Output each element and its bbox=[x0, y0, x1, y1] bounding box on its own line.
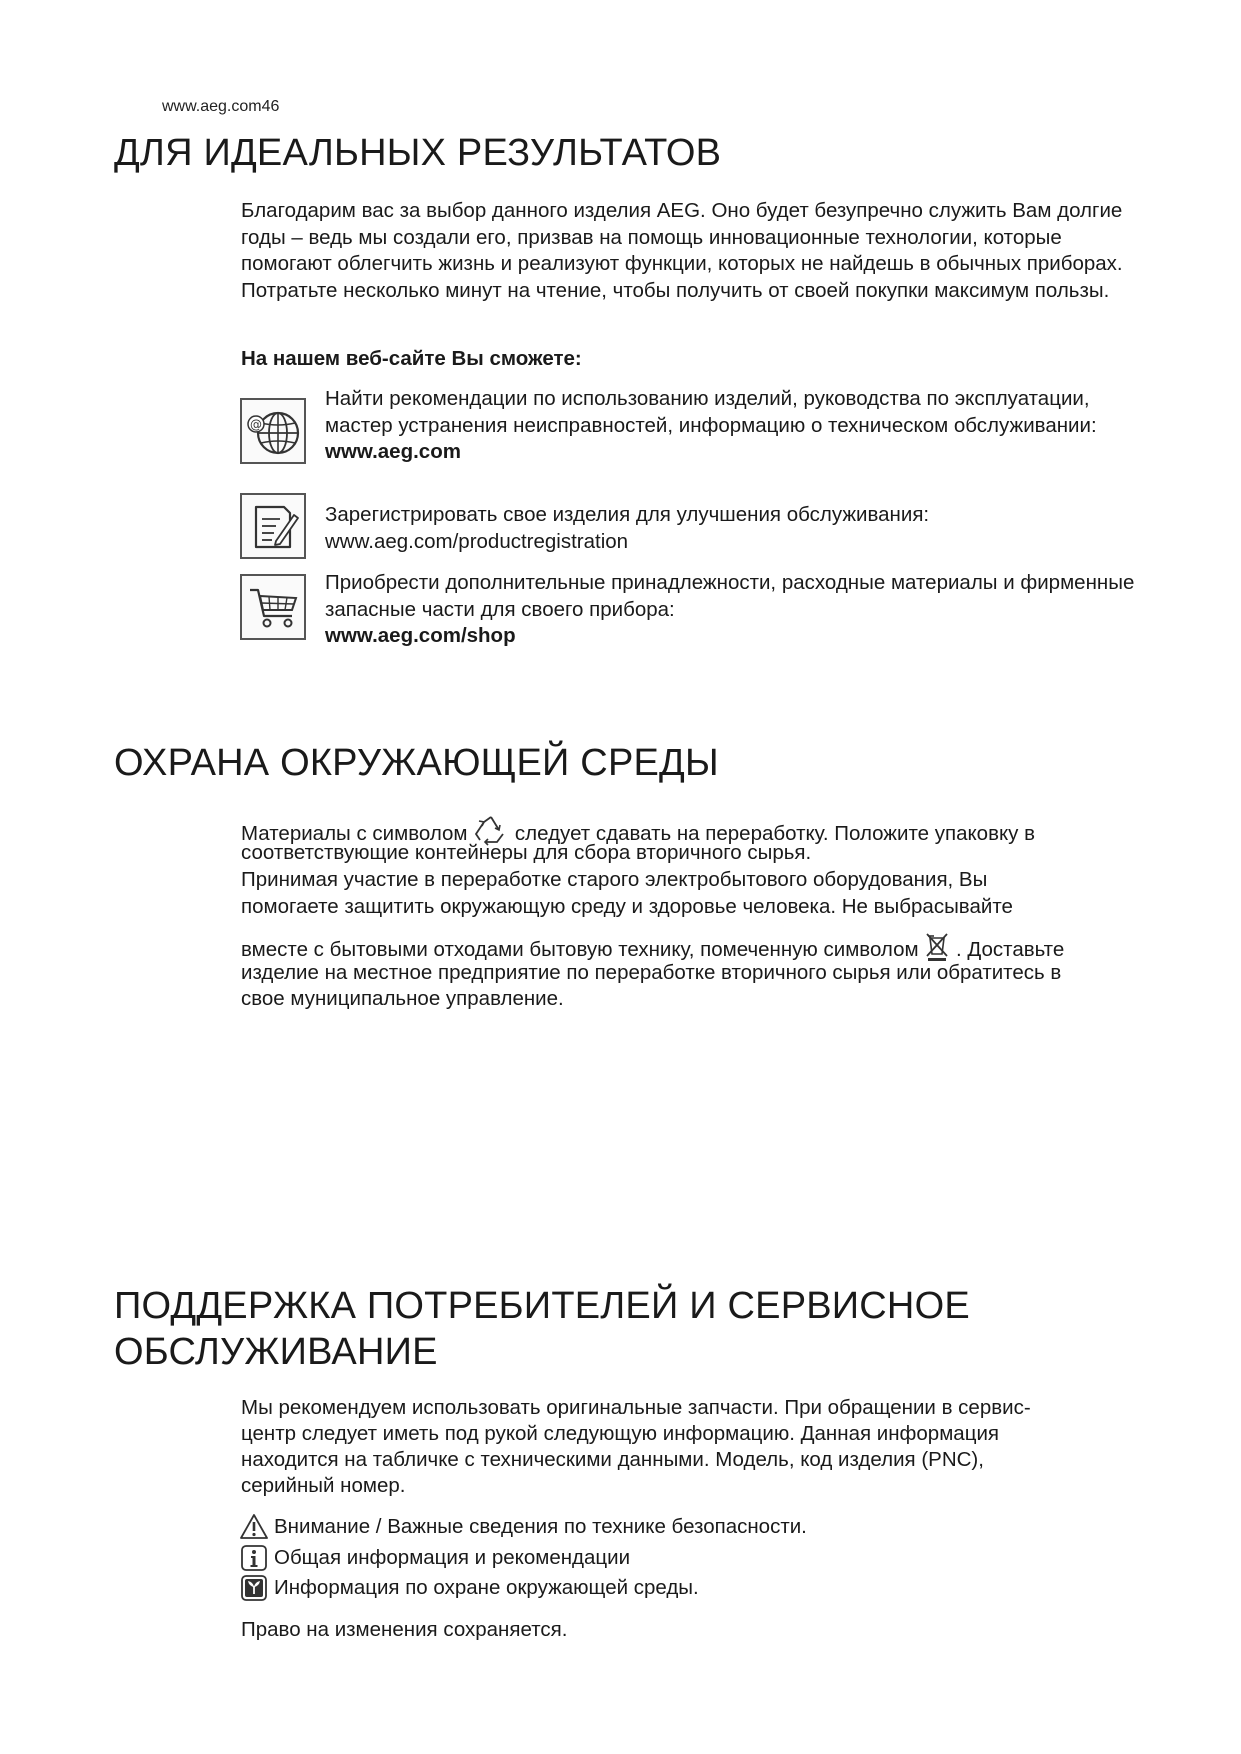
info-icon bbox=[240, 1544, 268, 1572]
website-item-manuals-text: Найти рекомендации по использованию изделий, руководства по эксплуатации, мастер устранения неисправностей, информацию о техническом обслуживании: bbox=[325, 387, 1097, 437]
warning-icon bbox=[240, 1513, 268, 1541]
website-item-registration bbox=[325, 502, 1145, 555]
section-title-best-results: ДЛЯ ИДЕАЛЬНЫХ РЕЗУЛЬТАТОВ bbox=[114, 132, 722, 174]
website-item-shop-text: Приобрести дополнительные принадлежности, расходные материалы и фирменные запасные части для своего прибора: bbox=[325, 571, 1135, 621]
support-text-line3: находится на табличке с техническими данными. Модель, код изделия (PNC), bbox=[241, 1448, 984, 1471]
legend-environment-text: Информация по охране окружающей среды. bbox=[274, 1575, 699, 1599]
crossed-bin-icon bbox=[924, 932, 950, 962]
legend-info-text: Общая информация и рекомендации bbox=[274, 1545, 631, 1569]
svg-text:@: @ bbox=[250, 417, 262, 432]
link-product-registration[interactable]: www.aeg.com/productregistration bbox=[325, 529, 629, 553]
support-text-line1: Мы рекомендуем использовать оригинальные запчасти. При обращении в сервис- bbox=[241, 1396, 1031, 1419]
website-item-registration-text: Зарегистрировать свое изделия для улучшения обслуживания: bbox=[325, 503, 930, 526]
environment-text-1c: соответствующие контейнеры для сбора вторичного сырья. bbox=[241, 841, 812, 864]
page-header-url: www.aeg.com46 bbox=[162, 98, 280, 115]
website-heading: На нашем веб-сайте Вы сможете: bbox=[241, 347, 582, 370]
environment-text-1a: Материалы с символом bbox=[241, 822, 468, 845]
environment-text-2a: Принимая участие в переработке старого электробытового оборудования, Вы bbox=[241, 868, 988, 891]
environment-text-2f: свое муниципальное управление. bbox=[241, 987, 564, 1010]
environment-text-1b: следует сдавать на переработку. Положите упаковку в bbox=[514, 822, 1035, 845]
registration-icon bbox=[240, 493, 306, 559]
legend-environment bbox=[240, 1573, 699, 1603]
environment-text-2b: помогаете защитить окружающую среду и здоровье человека. Не выбрасывайте bbox=[241, 895, 1013, 918]
section-title-environment: ОХРАНА ОКРУЖАЮЩЕЙ СРЕДЫ bbox=[114, 742, 719, 784]
globe-icon bbox=[240, 398, 306, 464]
legend-warning-text: Внимание / Важные сведения по технике безопасности. bbox=[274, 1514, 807, 1538]
website-item-manuals bbox=[325, 386, 1145, 466]
support-text-line2: центр следует иметь под рукой следующую информацию. Данная информация bbox=[241, 1422, 999, 1445]
website-item-shop bbox=[325, 570, 1145, 650]
link-aeg-com[interactable]: www.aeg.com bbox=[325, 440, 461, 463]
footer-note: Право на изменения сохраняется. bbox=[241, 1618, 568, 1641]
legend-warning bbox=[240, 1512, 807, 1542]
support-text-line4: серийный номер. bbox=[241, 1474, 406, 1497]
section-title-support-line1: ПОДДЕРЖКА ПОТРЕБИТЕЛЕЙ И СЕРВИСНОЕ bbox=[114, 1285, 970, 1327]
legend-info bbox=[240, 1543, 630, 1573]
environment-paragraph-2-line3 bbox=[241, 932, 1064, 964]
shopping-cart-icon bbox=[240, 574, 306, 640]
environment-text-2e: изделие на местное предприятие по переработке вторичного сырья или обратитесь в bbox=[241, 961, 1062, 984]
environment-icon bbox=[240, 1574, 268, 1602]
link-aeg-shop[interactable]: www.aeg.com/shop bbox=[325, 624, 516, 647]
environment-text-2d: . Доставьте bbox=[956, 938, 1065, 961]
environment-text-2c: вместе с бытовыми отходами бытовую технику, помеченную символом bbox=[241, 938, 919, 961]
section-title-support-line2: ОБСЛУЖИВАНИЕ bbox=[114, 1331, 438, 1373]
intro-paragraph: Благодарим вас за выбор данного изделия AEG. Оно будет безупречно служить Вам долгие годы – ведь мы создали его, призвав на помощь инновационные технологии, которые помогают облегчить жизнь и реализуют функции, которых не найдешь в обычных приборах. Потратьте несколько минут на чтение, чтобы получить от своей покупки максимум пользы. bbox=[241, 199, 1123, 302]
